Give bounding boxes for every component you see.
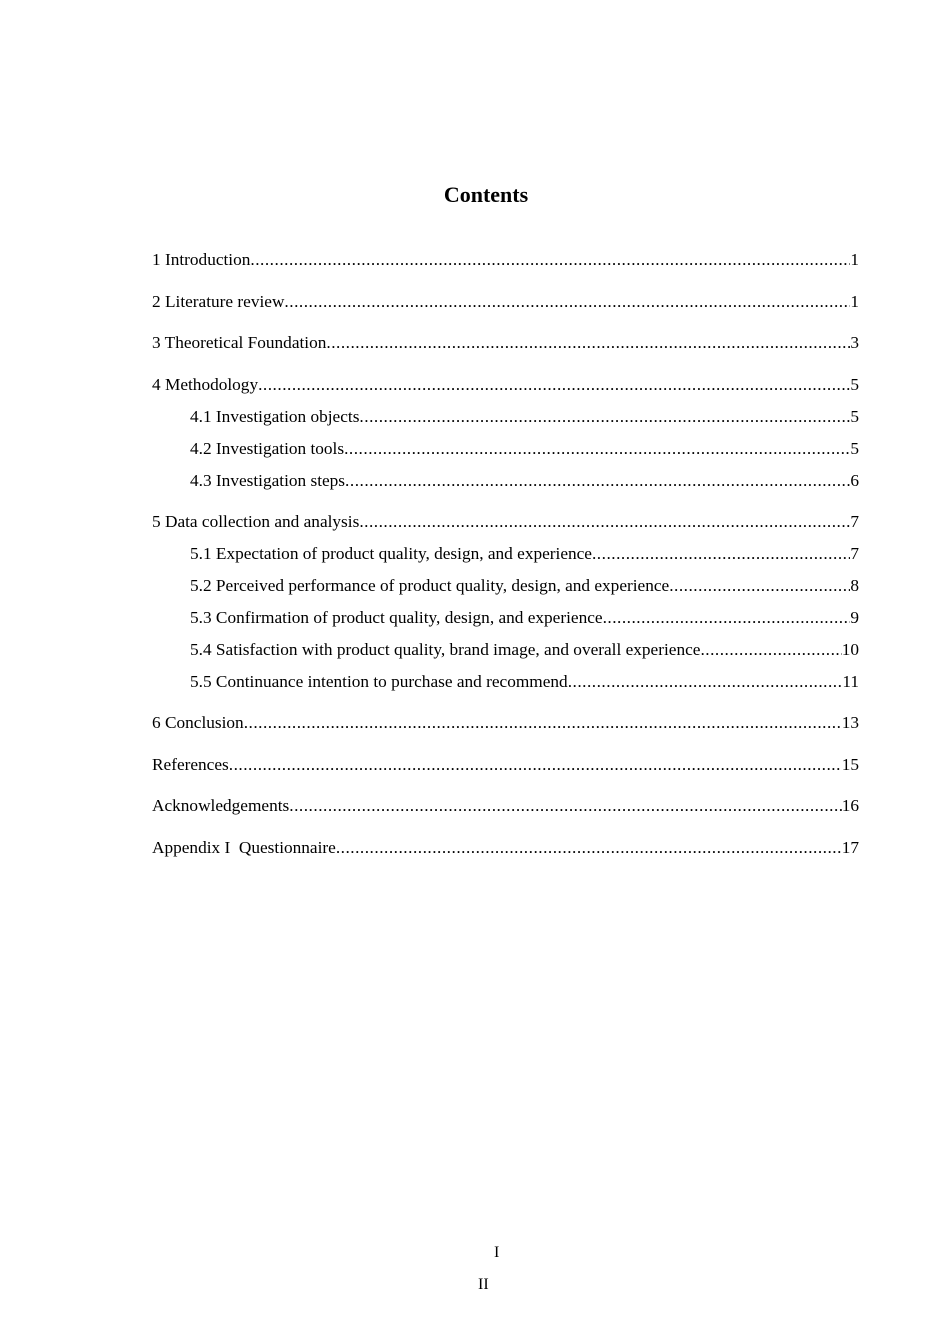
toc-dot-leader	[244, 711, 842, 735]
toc-entry-label: 6 Conclusion	[152, 713, 244, 732]
toc-entry[interactable]	[152, 794, 859, 818]
toc-entry-page: 10	[841, 640, 859, 659]
toc-entry-label: 1 Introduction	[152, 250, 251, 269]
toc-entry[interactable]	[152, 753, 859, 777]
toc-entry-label: 2 Literature review	[152, 292, 285, 311]
toc-dot-leader	[359, 405, 850, 429]
toc-entry[interactable]	[152, 373, 859, 397]
toc-subentry[interactable]	[190, 437, 859, 461]
toc-dot-leader	[326, 331, 850, 355]
toc-entry-label: Acknowledgements	[152, 796, 290, 815]
toc-subentry[interactable]	[190, 670, 859, 694]
page-number-footer: I	[494, 1244, 500, 1261]
toc-dot-leader	[229, 753, 842, 777]
toc-entry-label: 4 Methodology	[152, 375, 259, 394]
toc-entry-page: 7	[850, 544, 859, 563]
toc-entry-page: 17	[841, 838, 859, 857]
toc-entry-label: 5.5 Continuance intention to purchase and recommend	[190, 672, 568, 691]
toc-entry-page: 5	[850, 439, 859, 458]
page-number-footer: II	[478, 1276, 489, 1293]
toc-entry[interactable]	[152, 290, 859, 314]
toc-entry[interactable]	[152, 331, 859, 355]
toc-entry-page: 5	[850, 375, 859, 394]
toc-entry-label: 5.3 Confirmation of product quality, design, and experience	[190, 608, 603, 627]
toc-dot-leader	[289, 794, 841, 818]
toc-entry-page: 16	[841, 796, 859, 815]
toc-dot-leader	[359, 510, 850, 534]
toc-entry-label: Appendix I Questionnaire	[152, 838, 336, 857]
toc-dot-leader	[250, 248, 850, 272]
toc-entry[interactable]	[152, 510, 859, 534]
toc-subentry[interactable]	[190, 606, 859, 630]
toc-subentry[interactable]	[190, 542, 859, 566]
toc-entry-label: 4.3 Investigation steps	[190, 471, 346, 490]
toc-subentry[interactable]	[190, 469, 859, 493]
toc-entry-label: References	[152, 755, 229, 774]
toc-dot-leader	[336, 836, 842, 860]
toc-entry-page: 13	[841, 713, 859, 732]
toc-entry-label: 4.1 Investigation objects	[190, 407, 360, 426]
toc-entry-label: 4.2 Investigation tools	[190, 439, 345, 458]
toc-entry-page: 7	[850, 512, 859, 531]
toc-subentry[interactable]	[190, 405, 859, 429]
toc-entry-label: 5 Data collection and analysis	[152, 512, 360, 531]
toc-entry-page: 3	[850, 333, 859, 352]
toc-entry-page: 1	[850, 250, 859, 269]
toc-entry-label: 5.4 Satisfaction with product quality, brand image, and overall experience	[190, 640, 701, 659]
toc-entry-label: 5.1 Expectation of product quality, design, and experience	[190, 544, 592, 563]
page-title: Contents	[443, 182, 529, 207]
toc-entry-page: 1	[850, 292, 859, 311]
toc-dot-leader	[344, 437, 850, 461]
toc-entry-page: 6	[850, 471, 859, 490]
toc-entry-page: 8	[850, 576, 859, 595]
toc-entry-page: 5	[850, 407, 859, 426]
toc-entry[interactable]	[152, 248, 859, 272]
toc-dot-leader	[592, 542, 850, 566]
toc-subentry[interactable]	[190, 638, 859, 662]
toc-entry[interactable]	[152, 711, 859, 735]
toc-dot-leader	[669, 574, 850, 598]
toc-dot-leader	[568, 670, 843, 694]
toc-subentry[interactable]	[190, 574, 859, 598]
toc-dot-leader	[603, 606, 851, 630]
toc-dot-leader	[284, 290, 850, 314]
toc-dot-leader	[700, 638, 841, 662]
toc-entry-page: 15	[841, 755, 859, 774]
toc-dot-leader	[258, 373, 850, 397]
toc-entry[interactable]	[152, 836, 859, 860]
toc-entry-page: 11	[842, 672, 859, 691]
toc-dot-leader	[345, 469, 850, 493]
toc-entry-page: 9	[850, 608, 859, 627]
toc-entry-label: 3 Theoretical Foundation	[152, 333, 327, 352]
toc-entry-label: 5.2 Perceived performance of product quality, design, and experience	[190, 576, 670, 595]
